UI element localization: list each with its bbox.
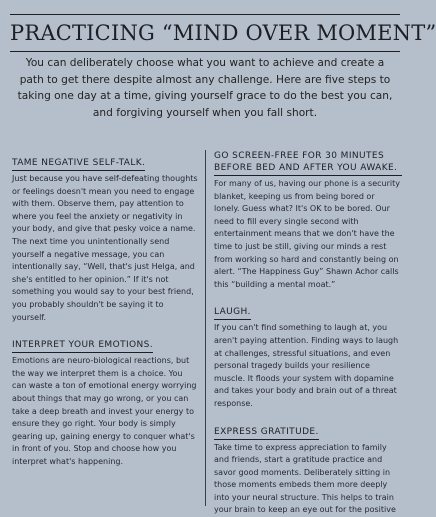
section-body-self-talk: Just because you have self-defeating thoughts or feelings doesn't mean you need to engage with them. Observe them, pay attention to where you feel the anxiety or negativity in your body, and give that pesky voice a name. The next time you unintentionally send yourself a negative message, you can intentionally say, “Well, that's just Helga, and she's entitled to her opinion.” If it's not something you would say to your best friend, you probably shouldn't be saying it to yourself. (12, 173, 198, 324)
section-heading-gratitude-wrap (214, 419, 402, 440)
section-body-emotions: Emotions are neuro-biological reactions, but the way we interpret them is a choice. You can waste a ton of emotional energy worrying about things that may go wrong, or you can take a deep breath and invest your energy to ensure they go right. Your body is simply gearing up, gaining energy to conquer what's in front of you. Stop and choose how you interpret what's happening. (12, 355, 198, 468)
page-title: PRACTICING “MIND OVER MOMENT” (10, 18, 400, 48)
section-heading-emotions-wrap (12, 332, 198, 353)
column-divider (205, 150, 206, 506)
title-rule (10, 51, 400, 52)
section-heading-laugh: LAUGH. (214, 306, 251, 320)
top-rule (10, 14, 400, 15)
section-heading-screen-free: GO SCREEN-FREE FOR 30 MINUTES BEFORE BED AND AFTER YOU AWAKE. (214, 150, 402, 176)
section-heading-emotions: INTERPRET YOUR EMOTIONS. (12, 339, 153, 353)
left-column (12, 150, 198, 506)
intro-paragraph: You can deliberately choose what you want to achieve and create a path to get there despite almost any challenge. Here are five steps to taking one day at a time, giving yourself grace to do the best you can, and forgiving yourself when you fall short. (16, 55, 394, 121)
section-heading-gratitude: EXPRESS GRATITUDE. (214, 426, 319, 440)
section-heading-self-talk-wrap (12, 150, 198, 171)
section-heading-laugh-wrap (214, 299, 402, 320)
section-body-laugh: If you can't find something to laugh at, you aren't paying attention. Finding ways to laugh at challenges, stressful situations, and even personal tragedy builds your resilience muscle. It floods your system with dopamine and takes your body and brain out of a threat response. (214, 322, 402, 410)
section-body-gratitude: Take time to express appreciation to family and friends, start a gratitude practice and savor good moments. Deliberately sitting in those moments embeds them more deeply into your neural structure. This helps to train your brain to keep an eye out for the positive (214, 442, 402, 517)
right-column (214, 150, 402, 506)
section-body-screen-free: For many of us, having our phone is a security blanket, keeping us from being bored or lonely. Guess what? It's OK to be bored. Our need to fill every single second with entertainment means that we don't have the time to just be still, giving our minds a rest from working so hard and constantly being on alert. “The Happiness Guy” Shawn Achor calls this “building a mental moat.” (214, 178, 402, 291)
section-heading-screen-free-wrap (214, 150, 402, 176)
section-heading-self-talk: TAME NEGATIVE SELF-TALK. (12, 157, 145, 171)
